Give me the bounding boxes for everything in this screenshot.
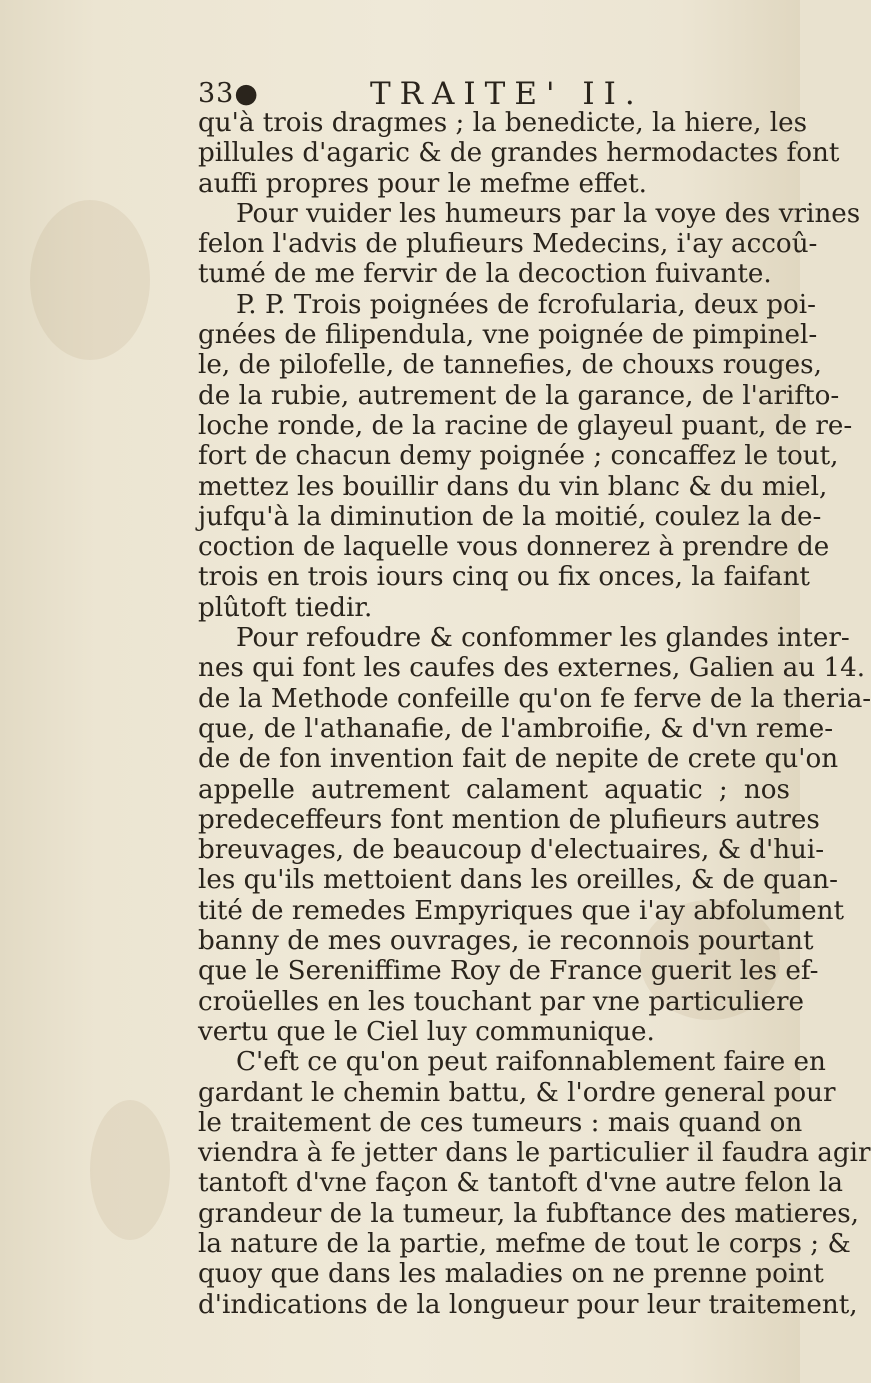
text-line: nes qui font les caufes des externes, Galien au 14. [198, 653, 866, 684]
text-line: quoy que dans les maladies on ne prenne point [198, 1259, 824, 1290]
text-line: le, de pilofelle, de tannefies, de chouxs rouges, [198, 350, 822, 381]
paragraph [198, 623, 871, 1047]
text-line: croüelles en les touchant par vne particuliere [198, 986, 804, 1017]
paragraph [198, 198, 861, 290]
text-line: qu'à trois dragmes ; la benedicte, la hiere, les [198, 108, 808, 138]
text-line: P. P. Trois poignées de fcrofularia, deux poi- [236, 289, 817, 320]
text-line: de la Methode confeille qu'on fe ferve de la theria- [198, 683, 871, 714]
paragraph [198, 108, 840, 199]
text-line: tité de remedes Empyriques que i'ay abfolument [198, 895, 845, 926]
text-line: Pour vuider les humeurs par la voye des vrines [236, 198, 861, 229]
text-line: vertu que le Ciel luy communique. [198, 1016, 655, 1047]
text-line: les qu'ils mettoient dans les oreilles, & de quan- [198, 865, 839, 896]
text-line: fort de chacun demy poignée ; concaffez le tout, [198, 441, 839, 472]
text-line: breuvages, de beaucoup d'electuaires, & d'hui- [198, 835, 825, 866]
running-title: TRAITE' II. [370, 76, 644, 112]
text-line: felon l'advis de plufieurs Medecins, i'ay accoû- [198, 229, 818, 260]
paragraph [198, 1047, 871, 1320]
text-line: de la rubie, autrement de la garance, de l'arifto- [198, 380, 840, 411]
text-line: coction de laquelle vous donnerez à prendre de [198, 532, 830, 563]
text-line: predeceffeurs font mention de plufieurs autres [198, 804, 820, 835]
text-line: trois en trois iours cinq ou fix onces, la faifant [198, 562, 810, 593]
text-line: loche ronde, de la racine de glayeul puant, de re- [198, 410, 853, 441]
text-line: viendra à fe jetter dans le particulier il faudra agir [198, 1138, 871, 1169]
text-line: auffi propres pour le mefme effet. [198, 168, 647, 199]
text-line: tumé de me fervir de la decoction fuivante. [198, 259, 772, 290]
page-number: 33● [198, 78, 259, 109]
text-line: pillules d'agaric & de grandes hermodactes font [198, 138, 840, 169]
text-line: grandeur de la tumeur, la fubftance des matieres, [198, 1198, 859, 1229]
text-line: la nature de la partie, mefme de tout le corps ; & [198, 1228, 851, 1259]
text-line: le traitement de ces tumeurs : mais quand on [198, 1107, 803, 1138]
text-line: plûtoft tiedir. [198, 592, 373, 623]
text-line: appelle autrement calament aquatic ; nos [198, 774, 790, 805]
text-line: que, de l'athanafie, de l'ambroifie, & d'vn reme- [198, 713, 834, 744]
text-line: gnées de filipendula, vne poignée de pimpinel- [198, 320, 818, 351]
text-line: Pour refoudre & confommer les glandes inter- [236, 623, 850, 654]
body-text [198, 108, 871, 1320]
text-line: tantoft d'vne façon & tantoft d'vne autre felon la [198, 1168, 843, 1199]
text-line: jufqu'à la diminution de la moitié, coulez la de- [198, 501, 822, 532]
text-line: mettez les bouillir dans du vin blanc & du miel, [198, 471, 828, 502]
text-line: C'eft ce qu'on peut raifonnablement faire en [236, 1047, 826, 1078]
text-line: banny de mes ouvrages, ie reconnois pourtant [198, 926, 814, 957]
paragraph [198, 289, 853, 623]
text-line: que le Sereniffime Roy de France guerit les ef- [198, 956, 819, 987]
text-line: de de fon invention fait de nepite de crete qu'on [198, 744, 839, 775]
text-line: d'indications de la longueur pour leur traitement, [198, 1289, 858, 1320]
text-line: gardant le chemin battu, & l'ordre general pour [198, 1077, 836, 1108]
